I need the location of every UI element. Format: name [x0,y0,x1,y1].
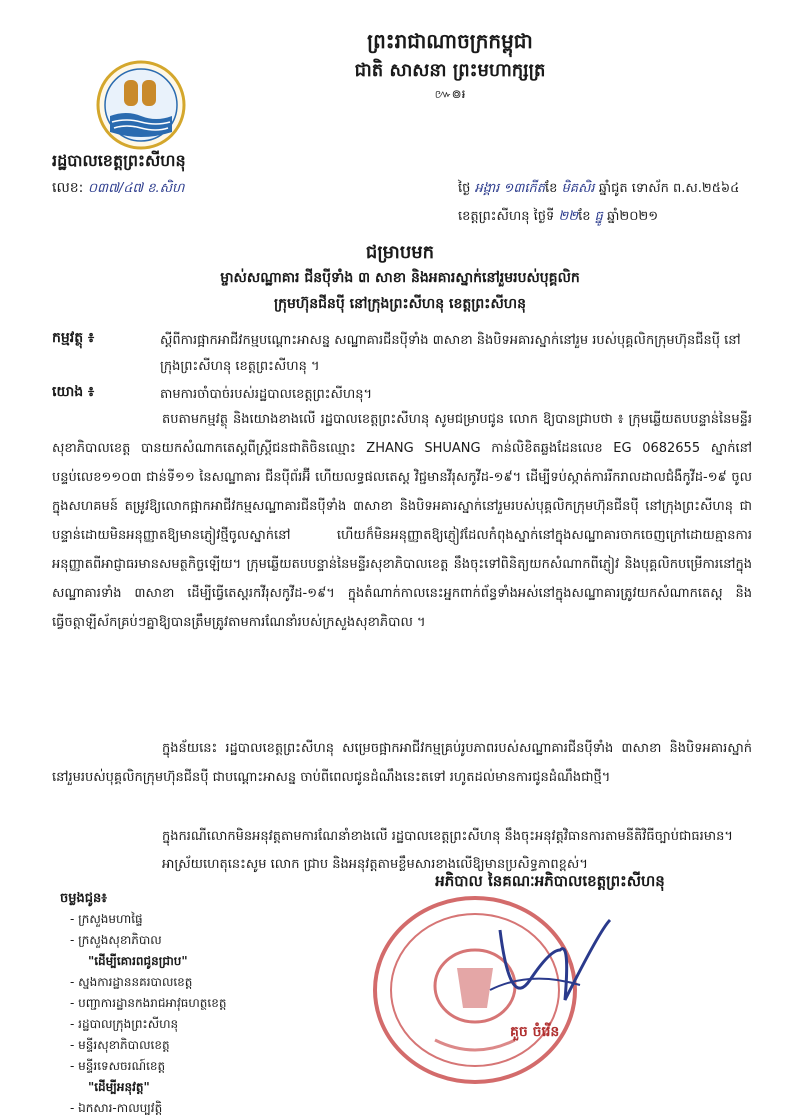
cc-list [60,888,226,1119]
signer-name: គួច ចំរើន [510,1024,560,1040]
lunar-date [458,180,739,199]
cc-subheading-inform: "ដើម្បីគោរពជូនជ្រាប" [88,954,188,968]
body-paragraph-4: អាស្រ័យហេតុនេះសូម លោក ជ្រាប និងអនុវត្តតាមខ្លឹមសារខាងលើឱ្យមានប្រសិទ្ធភាពខ្ពស់។ [162,857,588,872]
list-item: - មន្ទីរសុខាភិបាលខេត្ត [70,1038,170,1052]
body-paragraph-1: តបតាមកម្មវត្ថុ និងយោងខាងលើ រដ្ឋបាលខេត្តព្រះសីហនុ សូមជម្រាបជូន លោក ឱ្យបានជ្រាបថា ៖ ក្រុមឆ្លើយតបបន្ទាន់នៃមន្ទីរសុខាភិបាលខេត្ត បានយកសំណាកតេស្តពីស្ត្រីជនជាតិចិនឈ្មោះ ZHANG SHUANG កាន់លិខិតឆ្លងដែនលេខ EG 0682655 ស្នាក់នៅបន្ទប់លេខ១១០៣ ជាន់ទី១១ នៃសណ្ឋាគារ ជីនប៉ីព័រអ៊ី ហើយលទ្ធផលតេស្ត វិជ្ជមានវីរុសកូវីដ-១៩។ ដើម្បីទប់ស្កាត់ការរីករាលដាលជំងឺកូវីដ-១៩ ចូលក្នុងសហគមន៍ តម្រូវឱ្យលោកផ្អាកអាជីវកម្មសណ្ឋាគារជីនប៉ីទាំង ៣សាខា និងបិទអគារស្នាក់នៅរួមរបស់បុគ្គលិកក្រុមហ៊ុនជីនប៉ី នៅក្រុងព្រះសីហនុ ជាបន្ទាន់ដោយមិនអនុញ្ញាតឱ្យមានភ្ញៀវថ្មីចូលស្នាក់នៅ ហើយក៏មិនអនុញ្ញាតឱ្យភ្ញៀវដែលកំពុងស្នាក់នៅក្នុងសណ្ឋាគារចាកចេញក្រៅដោយគ្មានការអនុញ្ញាតពីអាជ្ញាធរមានសមត្ថកិច្ចឡើយ។ ក្រុមឆ្លើយតបបន្ទាន់នៃមន្ទីរសុខាភិបាលខេត្ត នឹងចុះទៅពិនិត្យយកសំណាកពីភ្ញៀវ និងបុគ្គលិកបម្រើការនៅក្នុងសណ្ឋាគារទាំង ៣សាខា ដើម្បីធ្វើតេស្តរកវីរុសកូវីដ-១៩។ ក្នុងតំណាក់កាលនេះអ្នកពាក់ព័ន្ធទាំងអស់នៅក្នុងសណ្ឋាគារត្រូវយកសំណាកតេស្ត និងធ្វើចត្តាឡីស័កគ្រប់ៗគ្នាឱ្យបានត្រឹមត្រូវតាមការណែនាំរបស់ក្រសួងសុខាភិបាល ។ [52,412,752,630]
signatory-title: អភិបាល នៃគណៈអភិបាលខេត្តព្រះសីហនុ [435,872,665,890]
body-paragraph-2: ក្នុងន័យនេះ រដ្ឋបាលខេត្តព្រះសីហនុ សម្រេចផ្អាកអាជីវកម្មគ្រប់រូបភាពរបស់សណ្ឋាគារជីនប៉ីទាំង ៣សាខា និងបិទអគារស្នាក់នៅរួមរបស់បុគ្គលិកក្រុមហ៊ុនជីនប៉ី ជាបណ្តោះអាសន្ន ចាប់ពីពេលជូនដំណឹងនេះតទៅ រហូតដល់មានការជូនដំណឹងជាថ្មី។ [52,741,752,785]
recipient-line-1: ម្ចាស់សណ្ឋាគារ ជីនប៉ីទាំង ៣ សាខា និងអគារស្នាក់នៅរួមរបស់បុគ្គលិក [220,270,580,286]
lunar-day: អង្គារ ១៣កើត [474,181,545,196]
reference-value: ០៣៧/៤៧ ខ.សិហ [87,181,185,196]
cc-heading: ចម្លងជូន៖ [60,891,107,906]
subject-text: ស្តីពីការផ្អាកអាជីវកម្មបណ្តោះអាសន្ន សណ្ឋាគារជីនប៉ីទាំង ៣សាខា និងបិទអគារស្នាក់នៅរួម របស់បុគ្គលិកក្រុមហ៊ុនជីនប៉ី នៅក្រុងព្រះសីហនុ ខេត្តព្រះសីហនុ ។ [160,333,741,374]
list-item: - រដ្ឋបាលក្រុងព្រះសីហនុ [70,1017,179,1031]
lunar-suffix: ឆ្នាំជូត ទោស័ក ព.ស.២៥៦៤ [598,181,740,196]
subject-label: កម្មវត្ថុ ៖ [52,330,95,346]
solar-prefix: ខេត្តព្រះសីហនុ ថ្ងៃទី [458,209,555,224]
motto-heading: ជាតិ សាសនា ព្រះមហាក្សត្រ [354,60,546,81]
basis-label: យោង ៖ [52,384,95,400]
notice-heading: ជម្រាបមក [365,242,435,263]
list-item: - បញ្ជាការដ្ឋានកងរាជអាវុធហត្ថខេត្ត [70,996,227,1010]
solar-day: ២២ [558,209,579,224]
basis-text: តាមការចាំបាច់របស់រដ្ឋបាលខេត្តព្រះសីហនុ។ [160,387,373,402]
ornament: ៚៙៛ [434,87,466,101]
solar-date [458,208,658,227]
cc-subheading-implement: "ដើម្បីអនុវត្ត" [88,1080,150,1094]
list-item: - ក្រសួងមហាផ្ទៃ [70,912,143,926]
solar-year: ឆ្នាំ២០២១ [607,209,659,224]
signature-icon [470,890,620,1040]
kingdom-heading: ព្រះរាជាណាចក្រកម្ពុជា [367,29,533,53]
lunar-prefix: ថ្ងៃ [458,181,471,196]
solar-month: ធ្នូ [594,209,603,224]
lunar-month-label: ខែ [545,181,558,196]
body-paragraph-3: ក្នុងករណីលោកមិនអនុវត្តតាមការណែនាំខាងលើ រដ្ឋបាលខេត្តព្រះសីហនុ នឹងចុះអនុវត្តវិធានការតាមនីតិវិធីច្បាប់ជាធរមាន។ [162,829,733,844]
reference-label: លេខ: [52,180,84,196]
provincial-seal-icon [96,60,186,150]
list-item: - មន្ទីរទេសចរណ៍ខេត្ត [70,1059,166,1073]
list-item: - ស្នងការដ្ឋាននគរបាលខេត្ត [70,975,193,989]
recipient-line-2: ក្រុមហ៊ុនជីនប៉ី នៅក្រុងព្រះសីហនុ ខេត្តព្រះសីហនុ [273,296,526,312]
list-item: - ក្រសួងសុខាភិបាល [70,933,162,947]
lunar-month: មិគសិរ [561,181,595,196]
reference-number [52,178,184,199]
organization-name: រដ្ឋបាលខេត្តព្រះសីហនុ [52,151,186,170]
list-item: - ឯកសារ-កាលប្បវត្តិ [70,1101,163,1115]
solar-month-label: ខែ [578,209,591,224]
